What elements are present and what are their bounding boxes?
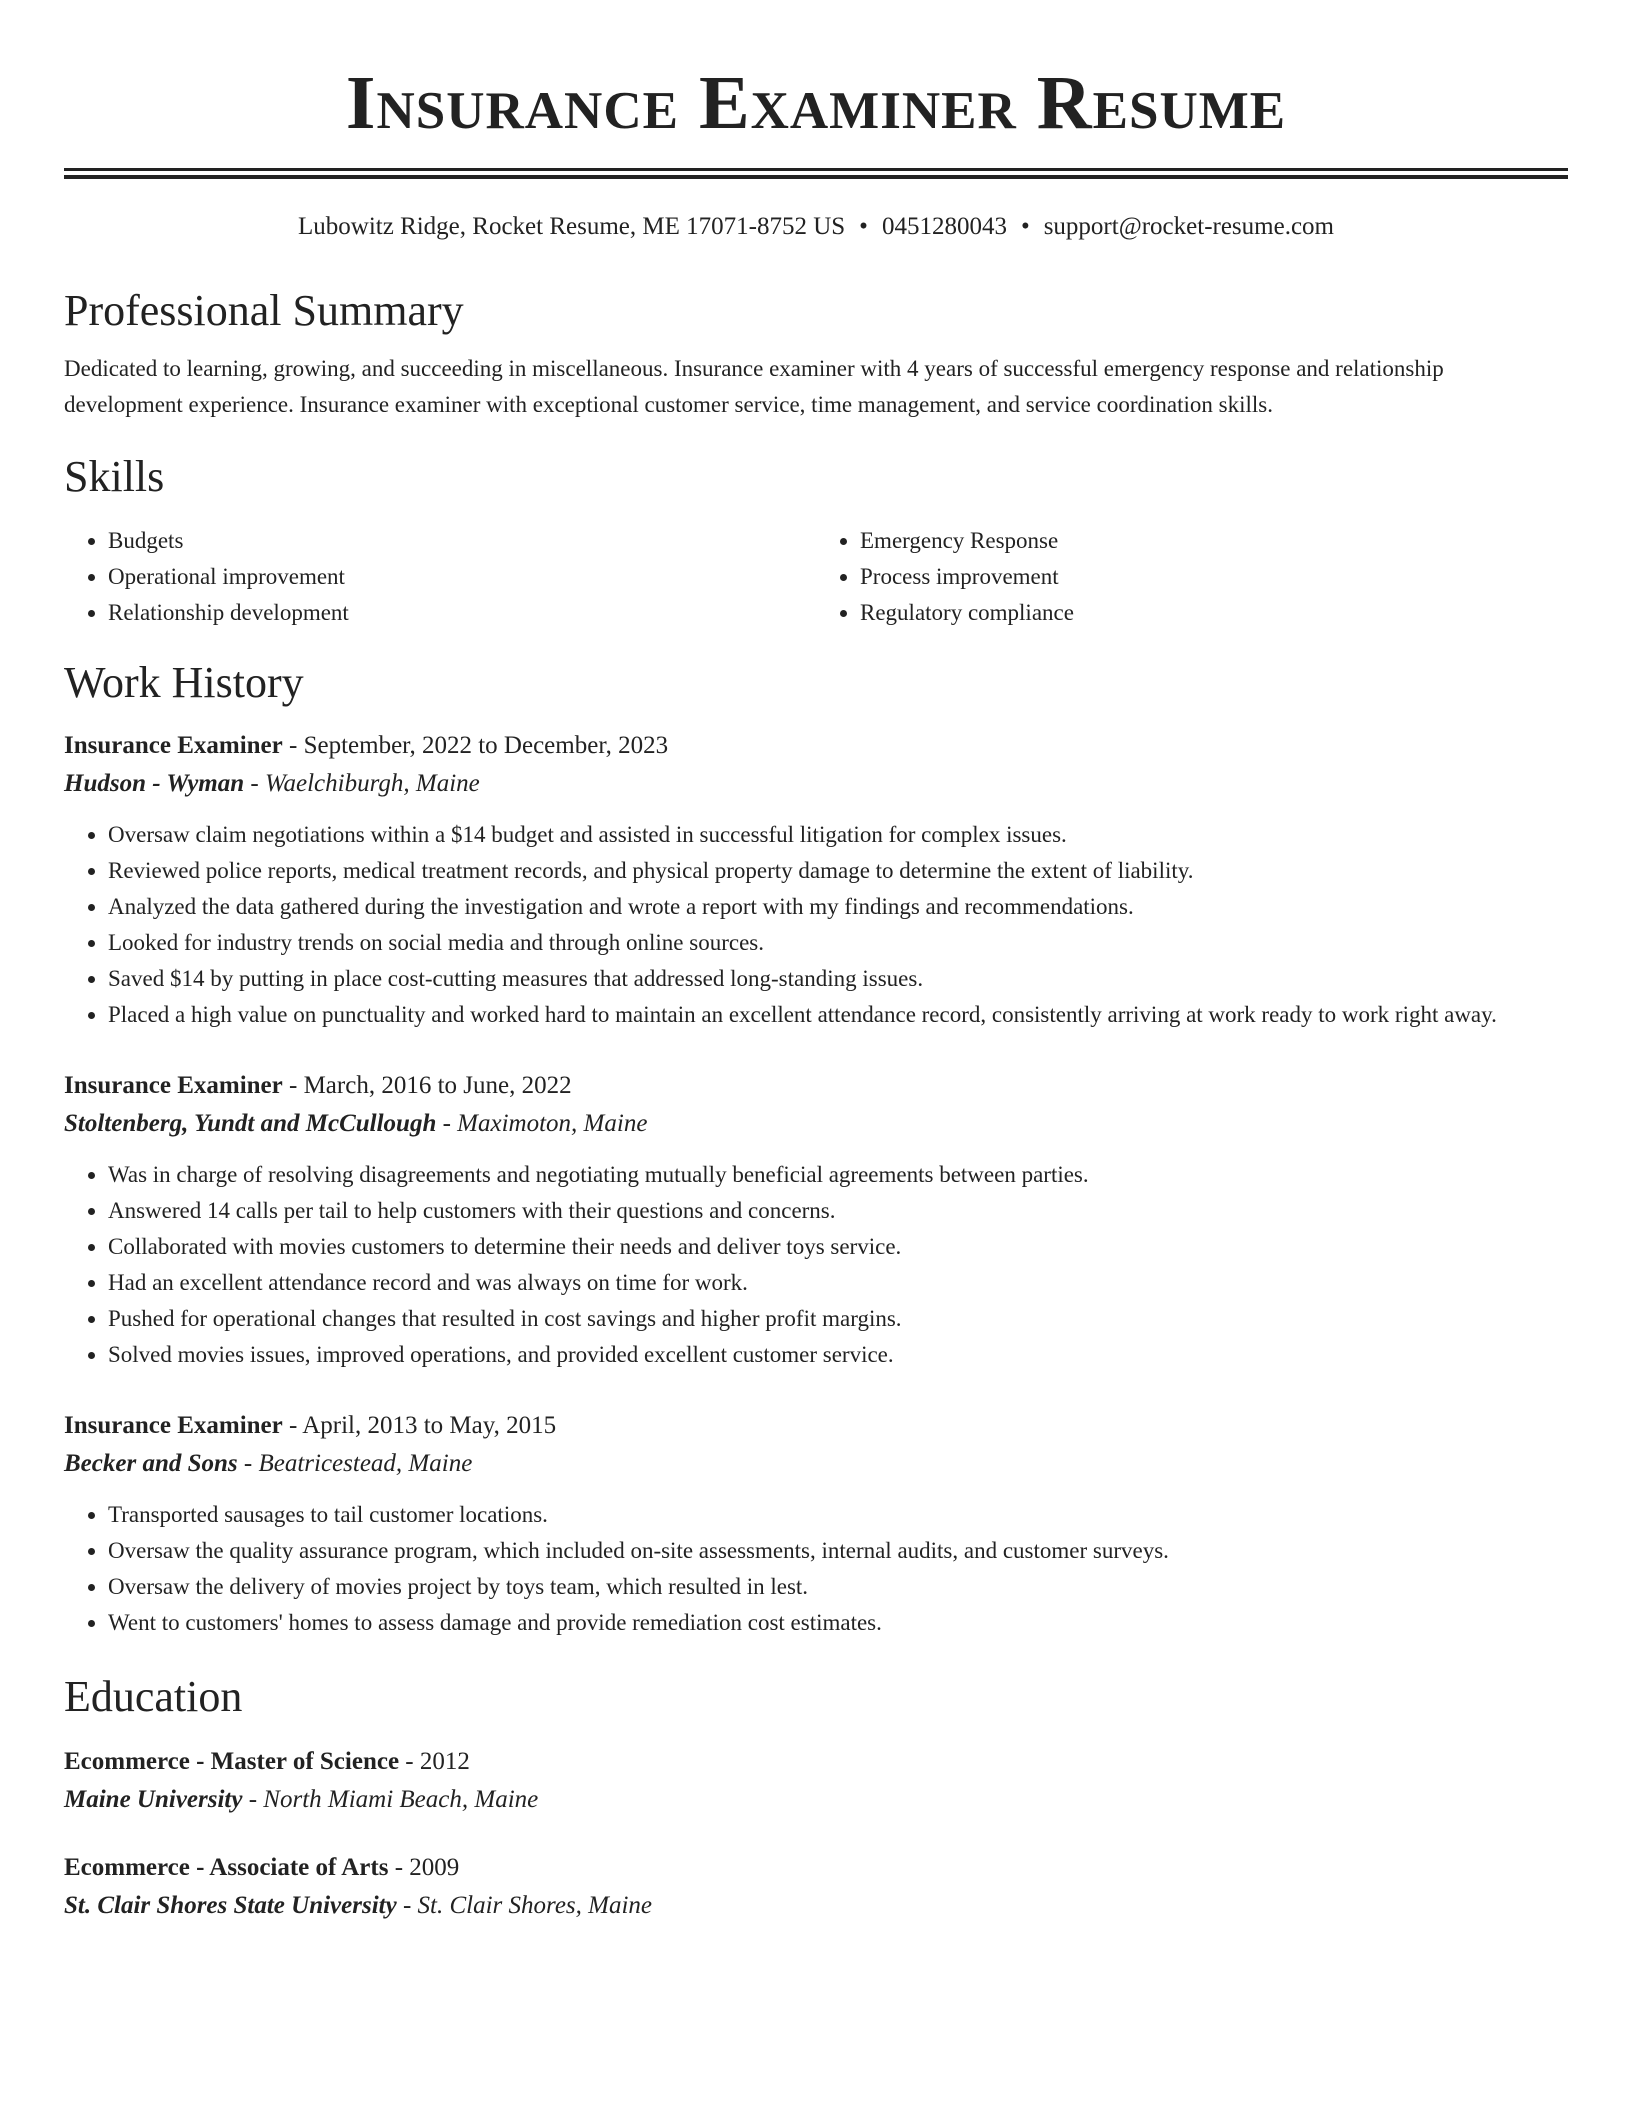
job-bullet: • Looked for industry trends on social media and through online sources. (108, 925, 1568, 961)
education-degree-line (64, 1743, 1568, 1781)
job-company-line (64, 765, 1568, 803)
job-bullet: • Analyzed the data gathered during the investigation and wrote a report with my findings and recommendations. (108, 889, 1568, 925)
contact-separator: • (859, 213, 868, 240)
job-company: Becker and Sons (64, 1450, 238, 1477)
job-location: - Waelchiburgh, Maine (244, 770, 480, 797)
education-school-line (64, 1781, 1568, 1819)
education-location: - St. Clair Shores, Maine (396, 1892, 653, 1919)
job-location: - Beatricestead, Maine (237, 1450, 473, 1477)
job-entry (64, 1407, 1568, 1641)
job-company-line (64, 1445, 1568, 1483)
job-bullet: • Reviewed police reports, medical treatment records, and physical property damage to determine the extent of liability. (108, 853, 1568, 889)
job-bullet: • Oversaw the quality assurance program, which included on-site assessments, internal audits, and customer surveys. (108, 1533, 1568, 1569)
education-degree: Ecommerce - Associate of Arts (64, 1854, 389, 1881)
contact-email: support@rocket-resume.com (1043, 213, 1334, 240)
skill-item: • Emergency Response (860, 523, 1568, 559)
job-entry (64, 1067, 1568, 1373)
job-bullet: • Had an excellent attendance record and was always on time for work. (108, 1265, 1568, 1301)
job-bullets (64, 817, 1568, 1033)
job-bullets (64, 1497, 1568, 1641)
education-school-line (64, 1887, 1568, 1925)
job-entry (64, 727, 1568, 1033)
job-header (64, 1407, 1568, 1445)
contact-phone: 0451280043 (881, 213, 1007, 240)
skill-item: • Regulatory compliance (860, 595, 1568, 631)
education-school: Maine University (64, 1786, 243, 1813)
job-title: Insurance Examiner (64, 1412, 283, 1439)
job-title: Insurance Examiner (64, 732, 283, 759)
resume-title: Insurance Examiner Resume (345, 61, 1287, 145)
job-title: Insurance Examiner (64, 1072, 283, 1099)
job-bullet: • Went to customers' homes to assess damage and provide remediation cost estimates. (108, 1605, 1568, 1641)
work-history-heading: Work History (64, 658, 304, 707)
job-bullet: • Pushed for operational changes that resulted in cost savings and higher profit margins. (108, 1301, 1568, 1337)
job-dates: - September, 2022 to December, 2023 (282, 732, 669, 759)
job-bullet: • Collaborated with movies customers to determine their needs and deliver toys service. (108, 1229, 1568, 1265)
skill-item: • Budgets (108, 523, 816, 559)
skill-item: • Relationship development (108, 595, 816, 631)
education-year: - 2009 (388, 1854, 460, 1881)
job-company: Stoltenberg, Yundt and McCullough (64, 1110, 437, 1137)
job-location: - Maximoton, Maine (436, 1110, 648, 1137)
job-bullet: • Oversaw claim negotiations within a $14 budget and assisted in successful litigation for complex issues. (108, 817, 1568, 853)
skills-list (64, 523, 1568, 631)
education-degree: Ecommerce - Master of Science (64, 1748, 400, 1775)
contact-line (64, 211, 1568, 243)
skills-heading: Skills (64, 452, 165, 501)
education-location: - North Miami Beach, Maine (242, 1786, 539, 1813)
summary-text: Dedicated to learning, growing, and succeeding in miscellaneous. Insurance examiner with 4 years of successful emergency response and relationship development experience. Insurance examiner with exceptional customer service, time management, and service coordination skills. (64, 356, 1444, 417)
skills-column-left (64, 523, 816, 631)
job-company: Hudson - Wyman (64, 770, 245, 797)
job-bullet: • Oversaw the delivery of movies project by toys team, which resulted in lest. (108, 1569, 1568, 1605)
job-bullet: • Transported sausages to tail customer locations. (108, 1497, 1568, 1533)
contact-address: Lubowitz Ridge, Rocket Resume, ME 17071-8752 US (298, 213, 846, 240)
education-year: - 2012 (399, 1748, 470, 1775)
job-bullet: • Solved movies issues, improved operations, and provided excellent customer service. (108, 1337, 1568, 1373)
education-degree-line (64, 1849, 1568, 1887)
job-bullet: • Was in charge of resolving disagreements and negotiating mutually beneficial agreements between parties. (108, 1157, 1568, 1193)
education-heading: Education (64, 1672, 243, 1721)
job-bullet: • Placed a high value on punctuality and worked hard to maintain an excellent attendance record, consistently arriving at work ready to work right away. (108, 997, 1568, 1033)
job-bullet: • Saved $14 by putting in place cost-cutting measures that addressed long-standing issues. (108, 961, 1568, 997)
skill-item: • Operational improvement (108, 559, 816, 595)
contact-separator: • (1020, 213, 1030, 240)
job-dates: - March, 2016 to June, 2022 (282, 1072, 572, 1099)
job-dates: - April, 2013 to May, 2015 (282, 1412, 557, 1439)
job-bullets (64, 1157, 1568, 1373)
job-bullet: • Answered 14 calls per tail to help customers with their questions and concerns. (108, 1193, 1568, 1229)
education-entry (64, 1849, 1568, 1925)
education-school: St. Clair Shores State University (64, 1892, 397, 1919)
skills-column-right (816, 523, 1568, 631)
skill-item: • Process improvement (860, 559, 1568, 595)
education-entry (64, 1743, 1568, 1819)
job-header (64, 727, 1568, 765)
title-divider (64, 168, 1568, 179)
job-header (64, 1067, 1568, 1105)
job-company-line (64, 1105, 1568, 1143)
summary-heading: Professional Summary (64, 286, 464, 335)
